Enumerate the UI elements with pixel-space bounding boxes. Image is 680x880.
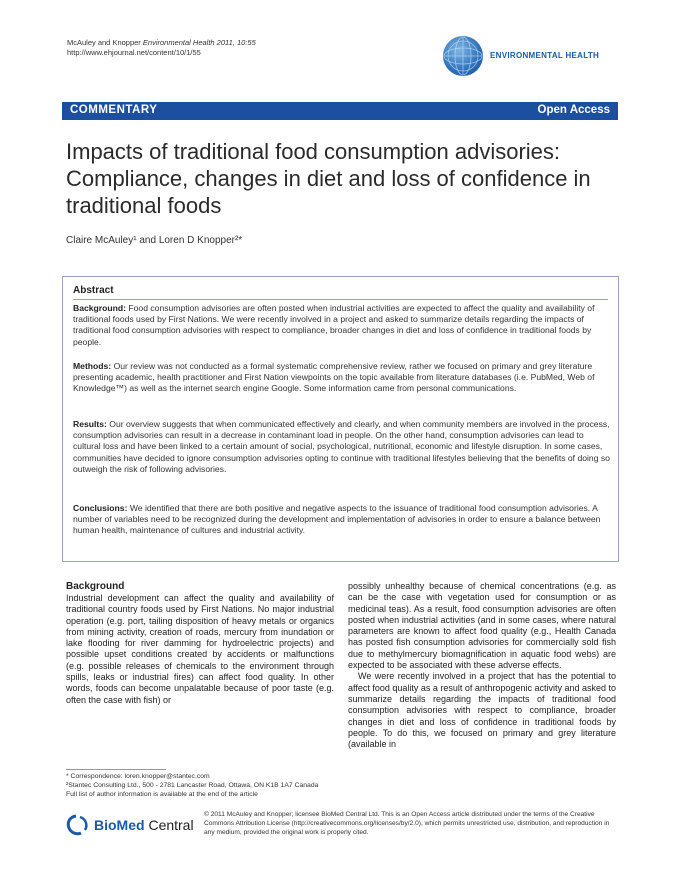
correspondence-note[interactable]: * Correspondence: loren.knopper@stantec.com — [66, 773, 210, 780]
open-access-label[interactable]: Open Access — [537, 104, 610, 116]
abstract-conclusions-label: Conclusions: — [73, 503, 128, 513]
journal-citation: Environmental Health 2011, 10:55 — [142, 38, 256, 47]
biomed-central-icon — [66, 814, 90, 836]
license-statement: © 2011 McAuley and Knopper; licensee BioMed Central Ltd. This is an Open Access article distributed under the terms of the Creative Commons Attribution License (http://creativecommons.org/licenses/by/2.0), which permits unrestricted use, distribution, and reproduction in any medium, provided the original work is properly cited. — [204, 811, 610, 836]
abstract-results-text: Our overview suggests that when communicated effectively and clearly, and when community members are involved in the process, consumption advisories can result in a decrease in contaminant load in people. On the other hand, consumption advisories can lead to cultural loss and have been linked to a certain amount of social, psychological, nutritional, economic and lifestyle disruption. In some cases, communities have decided to ignore consumption advisories opting to continue with traditional lifestyles believing that the benefits of doing so outweigh the risk of following advisories. — [73, 419, 610, 474]
body-paragraph: Industrial development can affect the quality and availability of traditional country foods used by First Nations. No major industrial operation (e.g. port, tailing disposition of heavy metals or organics from mining activity, creation of roads, mercury from inundation or lake flooding for river damming for hydroelectric projects) and possible upset conditions created by accidents or malfunctions (e.g. possible releases of chemicals to the environment through spills, leaks or industrial fires) can affect food quality. In other words, foods can become unpalatable because of poor taste (e.g. often the case with fish) or — [66, 593, 334, 705]
abstract-box — [62, 276, 619, 562]
journal-globe-icon — [443, 36, 483, 76]
publisher-name: BioMed Central — [94, 817, 194, 833]
article-type-banner — [62, 102, 618, 120]
footnotes — [66, 772, 334, 799]
author-info-note: Full list of author information is available at the end of the article — [66, 791, 258, 798]
affiliation-note: ²Stantec Consulting Ltd., 500 - 2781 Lancaster Road, Ottawa, ON K1B 1A7 Canada — [66, 782, 319, 789]
article-type-label: COMMENTARY — [70, 104, 158, 116]
article-authors: Claire McAuley¹ and Loren D Knopper²* — [66, 235, 243, 246]
abstract-methods-label: Methods: — [73, 361, 112, 371]
citation-header — [67, 38, 256, 58]
footnote-divider — [66, 769, 166, 770]
abstract-background-label: Background: — [73, 303, 126, 313]
body-paragraph: We were recently involved in a project that has the potential to affect food quality as a result of anthropogenic activity and asked to summarize details regarding the impacts of traditional food consumption advisories with respect to compliance, broader changes in diet and loss of confidence in traditional foods by people. To do this, we focused on primary and grey literature (available in — [348, 671, 617, 750]
abstract-results-label: Results: — [73, 419, 107, 429]
citation-line-1: McAuley and Knopper Environmental Health 2011, 10:55 — [67, 38, 256, 47]
citation-url[interactable]: http://www.ehjournal.net/content/10/1/55 — [67, 48, 201, 57]
abstract-methods-text: Our review was not conducted as a formal systematic comprehensive review, rather we focused on primary and grey literature presenting academic, health practitioner and First Nation viewpoints on the topic available from literature databases (i.e. PubMed, Web of Knowledge™) as well as the internet search engine Google. Some information came from personal communications. — [73, 361, 595, 394]
abstract-divider — [73, 299, 608, 300]
abstract-conclusions-text: We identified that there are both positive and negative aspects to the issuance of traditional food consumption advisories. A number of variables need to be recognized during the development and implementation of advisories in order to ensure a balance between human health, maintenance of cultures and industrial activity. — [73, 503, 601, 536]
body-column-right — [348, 581, 616, 750]
abstract-methods — [73, 361, 610, 395]
body-column-left — [66, 581, 334, 706]
section-heading: Background — [66, 581, 125, 592]
abstract-background-text: Food consumption advisories are often posted when industrial activities are expected to affect the quality and availability of traditional foods used by First Nations. We were recently involved in a project and asked to summarize details regarding the impacts of traditional food consumption advisories with respect to compliance, broader changes in diet and loss of confidence in traditional foods by people. — [73, 303, 595, 347]
article-title: Impacts of traditional food consumption advisories: Compliance, changes in diet and loss of confidence in traditional foods — [66, 139, 591, 218]
abstract-conclusions — [73, 503, 610, 537]
abstract-heading: Abstract — [73, 285, 114, 296]
abstract-results — [73, 419, 610, 475]
body-paragraph: possibly unhealthy because of chemical concentrations (e.g. as can be the case with vegetation used for consumption or as medicinal teas). As a result, food consumption advisories are often posted when industrial activities (and in some cases, where natural parameters are known to affect food quality (e.g., Health Canada has posted fish consumption advisories for commercially sold fish due to methylmercury biomagnification in aquatic food webs) are expected to be associated with these adverse effects. — [348, 581, 616, 671]
journal-logo-text: ENVIRONMENTAL HEALTH — [490, 51, 600, 60]
abstract-background — [73, 303, 610, 348]
